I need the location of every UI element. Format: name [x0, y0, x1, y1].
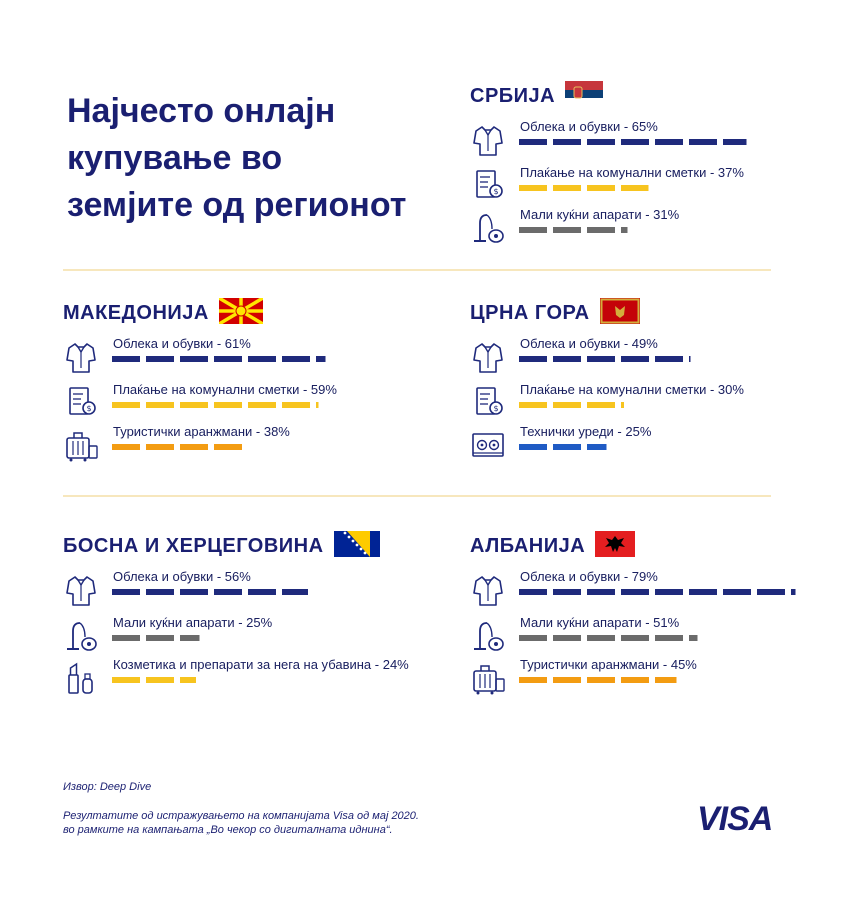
bar — [519, 139, 749, 145]
bar-segment — [723, 589, 751, 595]
data-label: Мали куќни апарати - 31% — [520, 207, 680, 222]
bar-segment — [248, 589, 276, 595]
category-row — [470, 119, 850, 161]
data-label: Плаќање на комунални сметки - 37% — [520, 165, 744, 180]
source-note: Извор: Deep Dive — [63, 781, 152, 793]
bar-segment — [146, 677, 174, 683]
survey-note-line: Резултатите од истражувањето на компанијата Visa од мај 2020. — [63, 810, 419, 822]
shirt-icon — [63, 571, 99, 607]
bar — [112, 677, 198, 683]
bar-segment — [146, 356, 174, 362]
svg-text:$: $ — [493, 404, 499, 413]
albania-flag — [595, 531, 635, 562]
bar-segment — [621, 356, 649, 362]
country-header — [470, 531, 635, 561]
bar-segment — [587, 139, 615, 145]
country-header — [63, 531, 380, 561]
bar-segment — [180, 589, 208, 595]
shirt-icon — [63, 338, 99, 374]
category-row — [470, 615, 850, 657]
cosmetics-icon — [63, 659, 99, 695]
bar-segment — [689, 589, 717, 595]
bar — [112, 356, 328, 362]
category-row — [470, 382, 850, 424]
country-panel — [470, 81, 850, 281]
bar-segment — [519, 185, 547, 191]
stove-icon — [470, 426, 506, 462]
bar-segment — [519, 677, 547, 683]
bar-segment — [621, 635, 649, 641]
bar-segment — [519, 444, 547, 450]
category-row — [63, 424, 443, 466]
bar-segment — [655, 356, 683, 362]
shirt-icon — [470, 571, 506, 607]
bar-segment — [316, 356, 326, 362]
bar-segment — [112, 677, 140, 683]
data-label: Козметика и препарати за нега на убавина - 24% — [113, 657, 409, 672]
bar-segment — [587, 402, 615, 408]
bar-segment — [180, 444, 208, 450]
bar-segment — [621, 402, 624, 408]
survey-note — [63, 809, 483, 837]
bar-segment — [587, 227, 615, 233]
category-row — [63, 382, 443, 424]
bar — [112, 402, 321, 408]
country-header — [470, 298, 640, 328]
bar-segment — [587, 356, 615, 362]
bar-segment — [146, 589, 174, 595]
shirt-icon — [470, 338, 506, 374]
bar-segment — [655, 589, 683, 595]
bar-segment — [282, 402, 310, 408]
category-row — [63, 569, 443, 611]
bar-segment — [587, 635, 615, 641]
country-panel — [470, 531, 850, 731]
bar-segment — [112, 635, 140, 641]
bar-segment — [316, 402, 319, 408]
serbia-flag — [565, 81, 603, 112]
category-row — [470, 424, 850, 466]
bar-segment — [214, 589, 242, 595]
bar-segment — [553, 677, 581, 683]
svg-text:$: $ — [493, 187, 499, 196]
country-header — [470, 81, 603, 111]
bar-segment — [587, 677, 615, 683]
country-name: ЦРНА ГОРА — [470, 301, 590, 324]
bar-segment — [587, 589, 615, 595]
data-label: Облека и обувки - 49% — [520, 336, 658, 351]
bar-segment — [519, 227, 547, 233]
data-label: Облека и обувки - 61% — [113, 336, 251, 351]
bar-segment — [146, 635, 174, 641]
category-row — [63, 657, 443, 699]
bar-segment — [282, 356, 310, 362]
bar — [519, 589, 798, 595]
visa-logo: VISA — [697, 800, 773, 838]
bar-segment — [112, 356, 140, 362]
bar-segment — [655, 139, 683, 145]
data-label: Мали куќни апарати - 25% — [113, 615, 273, 630]
bar-segment — [146, 444, 174, 450]
bar-segment — [519, 356, 547, 362]
bar — [519, 402, 626, 408]
country-header — [63, 298, 263, 328]
bar — [519, 444, 609, 450]
bar-segment — [180, 635, 200, 641]
macedonia-flag — [219, 298, 263, 329]
data-label: Облека и обувки - 56% — [113, 569, 251, 584]
bar-segment — [689, 139, 717, 145]
bar-segment — [112, 402, 140, 408]
bar-segment — [621, 185, 649, 191]
bar-segment — [146, 402, 174, 408]
bar-segment — [180, 677, 196, 683]
bar-segment — [112, 589, 140, 595]
bill-icon — [470, 167, 506, 203]
country-name: СРБИЈА — [470, 84, 556, 107]
bar-segment — [553, 402, 581, 408]
category-row — [470, 207, 850, 249]
bar-segment — [248, 402, 276, 408]
data-label: Мали куќни апарати - 51% — [520, 615, 680, 630]
country-name: МАКЕДОНИЈА — [63, 301, 209, 324]
survey-note-line: во рамките на кампањата „Во чекор со дигиталната иднина“. — [63, 824, 393, 836]
vacuum-icon — [470, 617, 506, 653]
country-name: АЛБАНИЈА — [470, 534, 586, 557]
bar-segment — [621, 589, 649, 595]
vacuum-icon — [63, 617, 99, 653]
bar-segment — [282, 589, 308, 595]
bar-segment — [757, 589, 785, 595]
bar-segment — [180, 402, 208, 408]
country-panel — [63, 298, 443, 498]
bar-segment — [553, 185, 581, 191]
bar-segment — [621, 677, 649, 683]
country-name: БОСНА И ХЕРЦЕГОВИНА — [63, 534, 324, 557]
data-label: Технички уреди - 25% — [520, 424, 652, 439]
bar-segment — [689, 635, 698, 641]
bar-segment — [587, 444, 607, 450]
bar-segment — [519, 635, 547, 641]
bar-segment — [519, 589, 547, 595]
bar — [519, 185, 651, 191]
bar — [519, 227, 630, 233]
bar — [112, 589, 310, 595]
bar-segment — [655, 635, 683, 641]
bar-segment — [621, 227, 628, 233]
data-label: Туристички аранжмани - 45% — [520, 657, 697, 672]
bar-segment — [214, 444, 242, 450]
bar-segment — [112, 444, 140, 450]
bar-segment — [180, 356, 208, 362]
bar — [519, 356, 693, 362]
bar-segment — [519, 139, 547, 145]
category-row — [470, 336, 850, 378]
luggage-icon — [63, 426, 99, 462]
bar-segment — [587, 185, 615, 191]
category-row — [470, 569, 850, 611]
page-title: Најчесто онлајн купување во земјите од регионот — [67, 92, 407, 224]
bar-segment — [553, 139, 581, 145]
bar-segment — [553, 589, 581, 595]
data-label: Облека и обувки - 65% — [520, 119, 658, 134]
data-label: Туристички аранжмани - 38% — [113, 424, 290, 439]
bar — [519, 635, 700, 641]
vacuum-icon — [470, 209, 506, 245]
bar-segment — [553, 635, 581, 641]
data-label: Облека и обувки - 79% — [520, 569, 658, 584]
bar — [112, 444, 247, 450]
shirt-icon — [470, 121, 506, 157]
montenegro-flag — [600, 298, 640, 329]
category-row — [63, 336, 443, 378]
data-label: Плаќање на комунални сметки - 59% — [113, 382, 337, 397]
category-row — [470, 165, 850, 207]
bar-segment — [655, 677, 677, 683]
bar-segment — [248, 356, 276, 362]
bar-segment — [723, 139, 747, 145]
category-row — [470, 657, 850, 699]
bar-segment — [519, 402, 547, 408]
bar-segment — [214, 356, 242, 362]
bar-segment — [553, 356, 581, 362]
bosnia-flag — [334, 531, 380, 562]
bar-segment — [553, 227, 581, 233]
svg-text:$: $ — [86, 404, 92, 413]
bar-segment — [689, 356, 691, 362]
country-panel — [470, 298, 850, 498]
data-label: Плаќање на комунални сметки - 30% — [520, 382, 744, 397]
bar — [112, 635, 202, 641]
bill-icon — [63, 384, 99, 420]
bar-segment — [621, 139, 649, 145]
bar-segment — [791, 589, 796, 595]
bill-icon — [470, 384, 506, 420]
luggage-icon — [470, 659, 506, 695]
category-row — [63, 615, 443, 657]
bar — [519, 677, 679, 683]
country-panel — [63, 531, 443, 731]
bar-segment — [553, 444, 581, 450]
bar-segment — [214, 402, 242, 408]
